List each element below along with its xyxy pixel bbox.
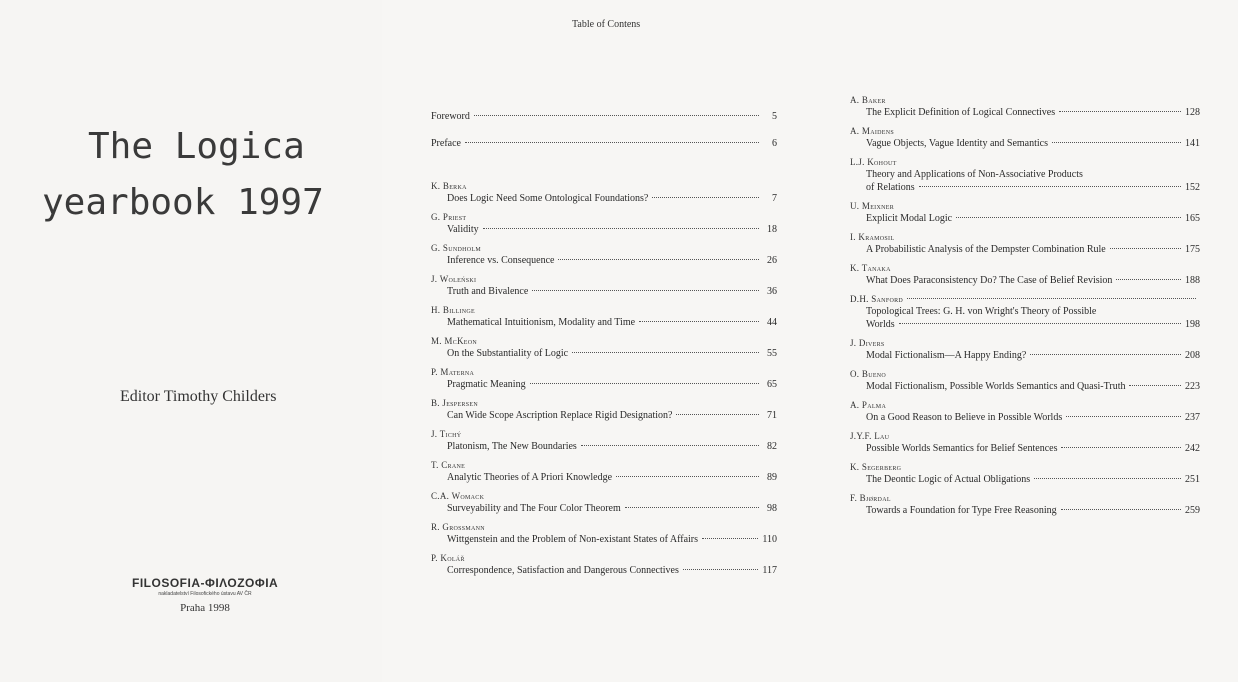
- toc-author: B. Jespersen: [431, 398, 478, 408]
- toc-title-row: [431, 533, 777, 546]
- toc-title: Surveyability and The Four Color Theorem: [447, 503, 621, 514]
- toc-entry: [850, 430, 1200, 455]
- book-title-line-1: The Logica: [88, 126, 305, 167]
- toc-entry: [431, 335, 777, 360]
- leader-dots: [625, 507, 759, 508]
- leader-dots: [702, 538, 758, 539]
- toc-title-row: [850, 106, 1200, 119]
- toc-entry-foreword: [431, 110, 777, 123]
- leader-dots: [956, 217, 1181, 218]
- publisher-subtitle: nakladatelství Filosofického ústavu AV ČR: [158, 591, 252, 597]
- toc-title: A Probabilistic Analysis of the Dempster Combination Rule: [866, 244, 1106, 255]
- toc-page-number: 237: [1185, 412, 1200, 423]
- leader-dots: [581, 445, 759, 446]
- toc-entry: [431, 397, 777, 422]
- toc-title-row: [431, 378, 777, 391]
- toc-title: Foreword: [431, 111, 470, 122]
- toc-title: Towards a Foundation for Type Free Reasoning: [866, 505, 1057, 516]
- toc-entry: [850, 337, 1200, 362]
- leader-dots: [1059, 111, 1181, 112]
- leader-dots: [616, 476, 759, 477]
- toc-author: O. Bueno: [850, 369, 887, 379]
- toc-page-number: 128: [1185, 107, 1200, 118]
- toc-page-number: 55: [767, 348, 777, 359]
- toc-heading: Table of Contens: [572, 19, 641, 30]
- leader-dots: [465, 142, 759, 143]
- toc-title: Possible Worlds Semantics for Belief Sentences: [866, 443, 1058, 454]
- toc-title-row: [431, 347, 777, 360]
- toc-title: Platonism, The New Boundaries: [447, 441, 577, 452]
- toc-title: On a Good Reason to Believe in Possible Worlds: [866, 412, 1063, 423]
- toc-title: Worlds: [866, 319, 895, 330]
- toc-entry: [431, 304, 777, 329]
- toc-page-number: 198: [1185, 319, 1200, 330]
- toc-page-number: 152: [1185, 182, 1200, 193]
- leader-dots: [1061, 509, 1181, 510]
- toc-title-row: [850, 181, 1200, 194]
- leader-dots: [1061, 447, 1181, 448]
- toc-title-row: [850, 473, 1200, 486]
- toc-author: A. Baker: [850, 95, 886, 105]
- toc-author-row: [850, 293, 1200, 305]
- toc-author: K. Berka: [431, 181, 467, 191]
- toc-title: Vague Objects, Vague Identity and Semantics: [866, 138, 1048, 149]
- toc-title: Can Wide Scope Ascription Replace Rigid Designation?: [447, 410, 673, 421]
- toc-title: Pragmatic Meaning: [447, 379, 526, 390]
- toc-author: J. Divers: [850, 338, 885, 348]
- toc-title-row: [850, 274, 1200, 287]
- toc-entry: [850, 156, 1200, 194]
- toc-page-number: 117: [762, 565, 777, 576]
- toc-author: I. Kramosil: [850, 232, 895, 242]
- toc-author: L.J. Kohout: [850, 157, 897, 167]
- toc-entry: [431, 490, 777, 515]
- toc-title-row: [850, 243, 1200, 256]
- leader-dots: [483, 228, 759, 229]
- toc-title-row: [431, 564, 777, 577]
- toc-title-row: [431, 502, 777, 515]
- leader-dots: [530, 383, 759, 384]
- toc-author: J. Tichý: [431, 429, 462, 439]
- leader-dots: [683, 569, 758, 570]
- toc-title: Correspondence, Satisfaction and Dangerous Connectives: [447, 565, 679, 576]
- toc-page-number: 175: [1185, 244, 1200, 255]
- book-title-line-2: yearbook 1997: [42, 182, 324, 223]
- leader-dots: [919, 186, 1181, 187]
- toc-entry: [431, 459, 777, 484]
- toc-title-row: [850, 504, 1200, 517]
- toc-title: Inference vs. Consequence: [447, 255, 555, 266]
- table-of-contents-page: [382, 0, 1238, 682]
- toc-page-number: 141: [1185, 138, 1200, 149]
- leader-dots: [1110, 248, 1181, 249]
- toc-entry: [850, 200, 1200, 225]
- toc-title-line: Theory and Applications of Non-Associative Products: [866, 169, 1083, 180]
- toc-title: Modal Fictionalism, Possible Worlds Semantics and Quasi-Truth: [866, 381, 1126, 392]
- toc-title: Analytic Theories of A Priori Knowledge: [447, 472, 613, 483]
- publisher-logo: FILOSOFIA-ΦΙΛΟΖΟΦΙΑ: [132, 576, 279, 590]
- toc-author: G. Priest: [431, 212, 467, 222]
- toc-page-number: 71: [767, 410, 777, 421]
- toc-title-row: [850, 349, 1200, 362]
- toc-page-number: 5: [772, 111, 777, 122]
- toc-entry: [850, 94, 1200, 119]
- toc-title-row: [431, 409, 777, 422]
- leader-dots: [532, 290, 759, 291]
- toc-page-number: 44: [767, 317, 777, 328]
- toc-author: P. Kolář: [431, 553, 465, 563]
- toc-entry: [850, 461, 1200, 486]
- toc-page-number: 82: [767, 441, 777, 452]
- toc-title-row: [431, 440, 777, 453]
- toc-page-number: 65: [767, 379, 777, 390]
- toc-title: Mathematical Intuitionism, Modality and Time: [447, 317, 636, 328]
- toc-title: Does Logic Need Some Ontological Foundations?: [447, 193, 649, 204]
- leader-dots: [907, 298, 1196, 299]
- toc-page-number: 89: [767, 472, 777, 483]
- toc-title-row: [431, 223, 777, 236]
- leader-dots: [1116, 279, 1181, 280]
- toc-author: T. Crane: [431, 460, 466, 470]
- toc-entry: [431, 366, 777, 391]
- toc-title: Explicit Modal Logic: [866, 213, 953, 224]
- toc-title-row: [431, 192, 777, 205]
- cover-page: [0, 0, 382, 682]
- toc-entry: [850, 492, 1200, 517]
- toc-author: H. Billinge: [431, 305, 475, 315]
- toc-page-number: 36: [767, 286, 777, 297]
- toc-author: D.H. Sanford: [850, 294, 904, 304]
- leader-dots: [652, 197, 759, 198]
- editor-credit: Editor Timothy Childers: [120, 388, 277, 405]
- toc-column-left: [431, 110, 777, 583]
- toc-title: Wittgenstein and the Problem of Non-existant States of Affairs: [447, 534, 699, 545]
- leader-dots: [558, 259, 759, 260]
- toc-entry: [431, 552, 777, 577]
- toc-entry: [431, 242, 777, 267]
- toc-title-row: [850, 411, 1200, 424]
- toc-title-row: [850, 380, 1200, 393]
- toc-author: J.Y.F. Lau: [850, 431, 890, 441]
- toc-author: P. Materna: [431, 367, 475, 377]
- toc-entry-preface: [431, 137, 777, 150]
- toc-title-row: [431, 285, 777, 298]
- toc-title: The Explicit Definition of Logical Connectives: [866, 107, 1056, 118]
- toc-title-row: [850, 318, 1200, 331]
- toc-page-number: 110: [762, 534, 777, 545]
- toc-entry: [850, 399, 1200, 424]
- toc-entry: [850, 262, 1200, 287]
- toc-title: Preface: [431, 138, 461, 149]
- toc-author: J. Woleński: [431, 274, 477, 284]
- toc-entry: [850, 368, 1200, 393]
- toc-page-number: 7: [772, 193, 777, 204]
- toc-title: of Relations: [866, 182, 915, 193]
- toc-title-row: [431, 471, 777, 484]
- leader-dots: [899, 323, 1181, 324]
- toc-page-number: 259: [1185, 505, 1200, 516]
- toc-author: K. Tanaka: [850, 263, 891, 273]
- toc-entry: [431, 428, 777, 453]
- toc-title: Validity: [447, 224, 479, 235]
- publisher-city-year: Praha 1998: [180, 602, 230, 614]
- leader-dots: [572, 352, 759, 353]
- toc-author: U. Meixner: [850, 201, 894, 211]
- toc-entry: [850, 293, 1200, 331]
- toc-list-left: [431, 180, 777, 577]
- toc-title-row: [850, 442, 1200, 455]
- toc-page-number: 6: [772, 138, 777, 149]
- toc-column-right: [850, 94, 1200, 523]
- leader-dots: [1034, 478, 1181, 479]
- toc-entry: [431, 273, 777, 298]
- toc-entry: [431, 211, 777, 236]
- toc-page-number: 18: [767, 224, 777, 235]
- toc-author: C.A. Womack: [431, 491, 485, 501]
- toc-page-number: 188: [1185, 275, 1200, 286]
- toc-page-number: 26: [767, 255, 777, 266]
- leader-dots: [1066, 416, 1181, 417]
- leader-dots: [639, 321, 759, 322]
- leader-dots: [1129, 385, 1181, 386]
- leader-dots: [676, 414, 759, 415]
- toc-list-right: [850, 94, 1200, 517]
- toc-author: A. Maidens: [850, 126, 895, 136]
- toc-author: A. Palma: [850, 400, 887, 410]
- toc-author: M. McKeon: [431, 336, 478, 346]
- toc-title-row: [431, 254, 777, 267]
- toc-title: On the Substantiality of Logic: [447, 348, 569, 359]
- toc-entry: [431, 180, 777, 205]
- leader-dots: [474, 115, 759, 116]
- toc-entry: [431, 521, 777, 546]
- toc-author: K. Segerberg: [850, 462, 902, 472]
- toc-title: The Deontic Logic of Actual Obligations: [866, 474, 1031, 485]
- toc-author: R. Grossmann: [431, 522, 485, 532]
- toc-title-line: Topological Trees: G. H. von Wright's Theory of Possible: [866, 306, 1097, 317]
- toc-title-row: [850, 212, 1200, 225]
- toc-title-row: [850, 137, 1200, 150]
- toc-author: G. Sundholm: [431, 243, 481, 253]
- toc-title: Modal Fictionalism—A Happy Ending?: [866, 350, 1027, 361]
- toc-title: Truth and Bivalence: [447, 286, 529, 297]
- toc-title: What Does Paraconsistency Do? The Case of Belief Revision: [866, 275, 1113, 286]
- toc-page-number: 242: [1185, 443, 1200, 454]
- toc-author: F. Bjørdal: [850, 493, 891, 503]
- toc-entry: [850, 125, 1200, 150]
- toc-page-number: 165: [1185, 213, 1200, 224]
- toc-page-number: 98: [767, 503, 777, 514]
- toc-page-number: 208: [1185, 350, 1200, 361]
- leader-dots: [1052, 142, 1181, 143]
- toc-title-row: [431, 316, 777, 329]
- leader-dots: [1030, 354, 1181, 355]
- toc-page-number: 223: [1185, 381, 1200, 392]
- toc-entry: [850, 231, 1200, 256]
- toc-page-number: 251: [1185, 474, 1200, 485]
